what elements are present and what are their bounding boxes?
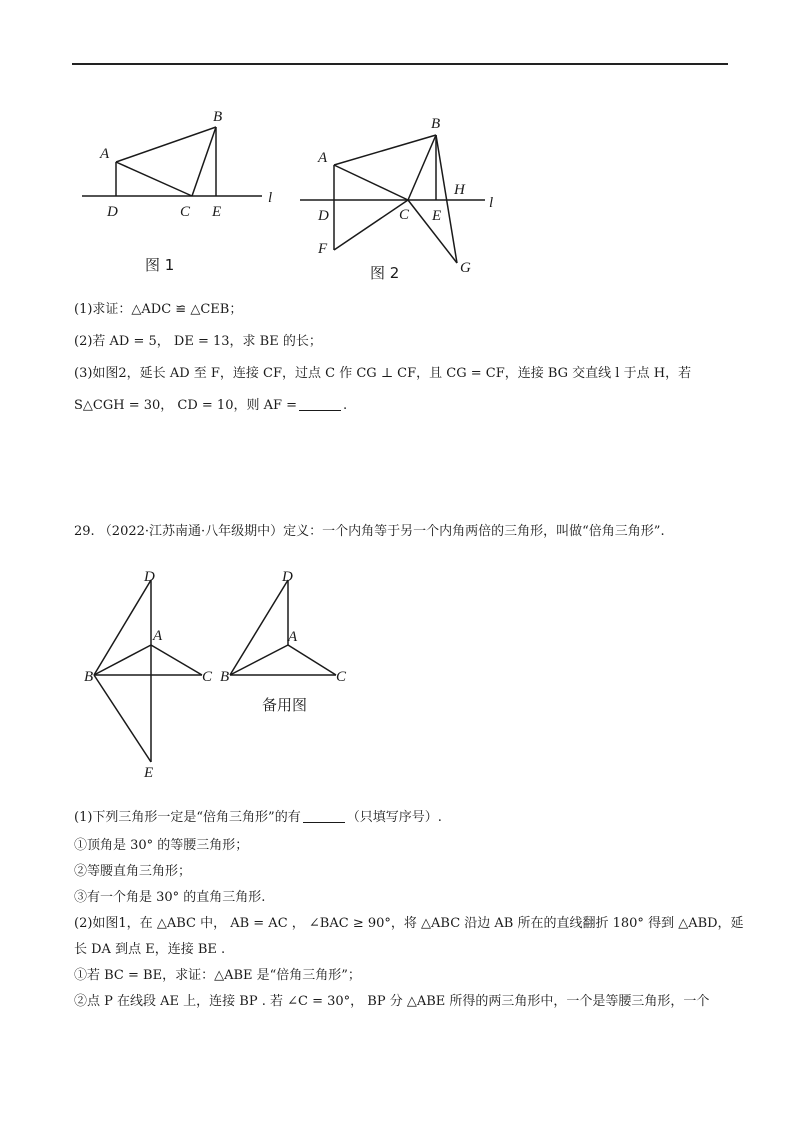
q29-option-3: ③有一个角是 30° 的直角三角形.: [74, 890, 266, 905]
answer-blank-q29-1[interactable]: [303, 808, 345, 823]
figure-4-svg: [218, 565, 368, 725]
fig3-label-E: E: [144, 765, 154, 781]
fig1-label-C: C: [180, 204, 191, 220]
answer-blank-af[interactable]: [299, 396, 341, 411]
q29-part1: (1)下列三角形一定是“倍角三角形”的有 （只填写序号）.: [74, 810, 442, 825]
fig3-label-D: D: [144, 569, 155, 585]
q29-header: 29. （2022·江苏南通·八年级期中）定义：一个内角等于另一个内角两倍的三角形，叫做“倍角三角形”.: [74, 524, 665, 539]
figure-1-svg: [70, 100, 290, 280]
fig2-caption: 图 2: [370, 264, 400, 282]
q28-part3-line1: (3)如图2，延长 AD 至 F，连接 CF，过点 C 作 CG ⊥ CF，且 CG = CF，连接 BG 交直线 l 于点 H，若: [74, 366, 692, 381]
fig2-label-H: H: [454, 182, 465, 198]
fig3-label-A: A: [153, 628, 163, 644]
fig1-label-A: A: [100, 146, 110, 162]
fig4-label-C: C: [336, 669, 347, 685]
header-rule: [72, 63, 728, 65]
fig3-label-B: B: [84, 669, 94, 685]
fig2-label-B: B: [431, 116, 441, 132]
fig4-label-B: B: [220, 669, 230, 685]
fig4-label-D: D: [282, 569, 293, 585]
fig2-label-C: C: [399, 207, 410, 223]
fig2-label-E: E: [432, 208, 442, 224]
fig2-label-A: A: [318, 150, 328, 166]
fig2-label-D: D: [318, 208, 329, 224]
q29-option-1: ①顶角是 30° 的等腰三角形；: [74, 838, 249, 853]
q29-part2-line2: 长 DA 到点 E，连接 BE .: [74, 942, 226, 957]
fig1-caption: 图 1: [145, 256, 175, 274]
spare-caption: 备用图: [262, 696, 308, 714]
q28-part1: (1)求证：△ADC ≌ △CEB；: [74, 302, 243, 317]
fig3-label-C: C: [202, 669, 213, 685]
q28-part2: (2)若 AD = 5， DE = 13，求 BE 的长；: [74, 334, 322, 349]
fig1-label-B: B: [213, 109, 223, 125]
fig2-label-l: l: [489, 195, 494, 211]
figure-2: [300, 108, 510, 288]
q28-part3-line2: S△CGH = 30， CD = 10，则 AF = .: [74, 398, 348, 413]
figure-3: [84, 565, 224, 785]
fig1-label-D: D: [107, 204, 118, 220]
fig1-label-E: E: [212, 204, 222, 220]
figure-1: [70, 100, 290, 280]
figure-4-spare: [218, 565, 368, 725]
fig2-label-G: G: [460, 260, 471, 276]
fig4-label-A: A: [288, 629, 298, 645]
q29-part2-line1: (2)如图1，在 △ABC 中， AB = AC ， ∠BAC ≥ 90°，将 △ABC 沿边 AB 所在的直线翻折 180° 得到 △ABD，延: [74, 916, 744, 931]
figure-3-svg: [84, 565, 224, 785]
fig2-label-F: F: [318, 241, 328, 257]
fig1-label-l: l: [268, 190, 273, 206]
figure-2-svg: [300, 108, 510, 288]
q29-part2-item1: ①若 BC = BE，求证：△ABE 是“倍角三角形”；: [74, 968, 361, 983]
q29-option-2: ②等腰直角三角形；: [74, 864, 192, 879]
q29-part2-item2: ②点 P 在线段 AE 上，连接 BP . 若 ∠C = 30°， BP 分 △ABE 所得的两三角形中，一个是等腰三角形，一个: [74, 994, 710, 1009]
